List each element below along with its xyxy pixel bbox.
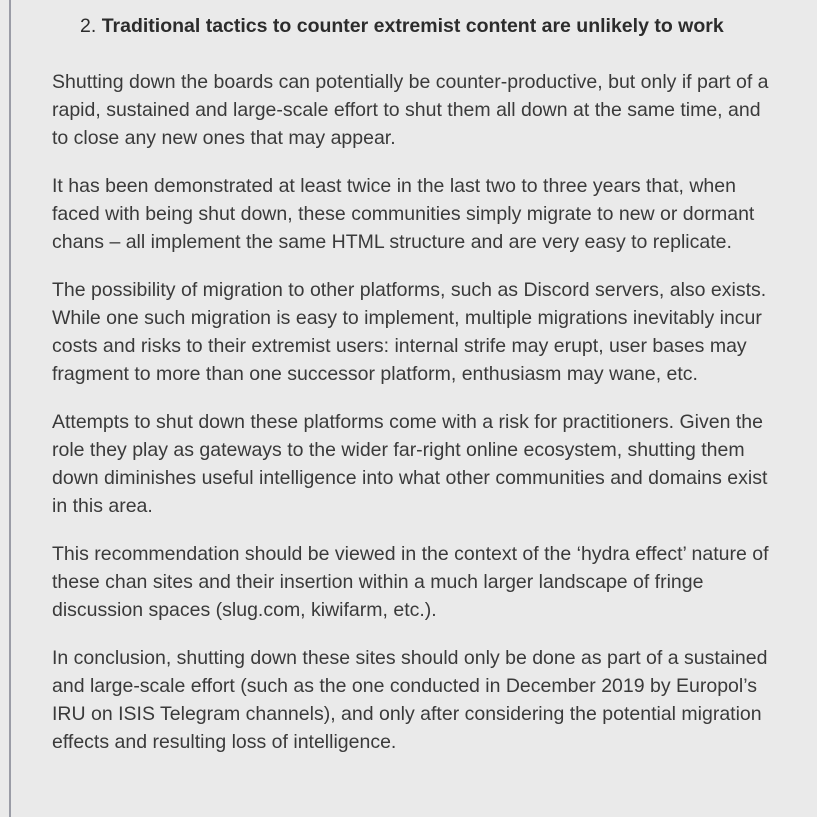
paragraph-5: This recommendation should be viewed in the context of the ‘hydra effect’ nature of these chan sites and their insertion within a much larger landscape of fringe discussion spaces (slug.com, kiwifarm, etc.). <box>52 543 769 621</box>
left-border-rule <box>9 0 11 817</box>
paragraph-4: Attempts to shut down these platforms come with a risk for practitioners. Given the role they play as gateways to the wider far-right online ecosystem, shutting them down diminishes useful intelligence into what other communities and domains exist in this area. <box>52 411 768 517</box>
paragraph-2: It has been demonstrated at least twice in the last two to three years that, when faced with being shut down, these communities simply migrate to new or dormant chans – all implement the same HTML structure and are very easy to replicate. <box>52 175 755 253</box>
document-content <box>52 10 782 756</box>
paragraph-6: In conclusion, shutting down these sites should only be done as part of a sustained and large-scale effort (such as the one conducted in December 2019 by Europol’s IRU on ISIS Telegram channels), and only after considering the potential migration effects and resulting loss of intelligence. <box>52 647 768 753</box>
section-heading <box>80 10 782 42</box>
section-number: 2. <box>80 15 97 37</box>
paragraph-3: The possibility of migration to other platforms, such as Discord servers, also exists. While one such migration is easy to implement, multiple migrations inevitably incur costs and risks to their extremist users: internal strife may erupt, user bases may fragment to more than one successor platform, enthusiasm may wane, etc. <box>52 279 767 385</box>
section-title: Traditional tactics to counter extremist content are unlikely to work <box>101 15 724 37</box>
paragraph-1: Shutting down the boards can potentially be counter-productive, but only if part of a rapid, sustained and large-scale effort to shut them all down at the same time, and to close any new ones that may appear. <box>52 71 769 149</box>
